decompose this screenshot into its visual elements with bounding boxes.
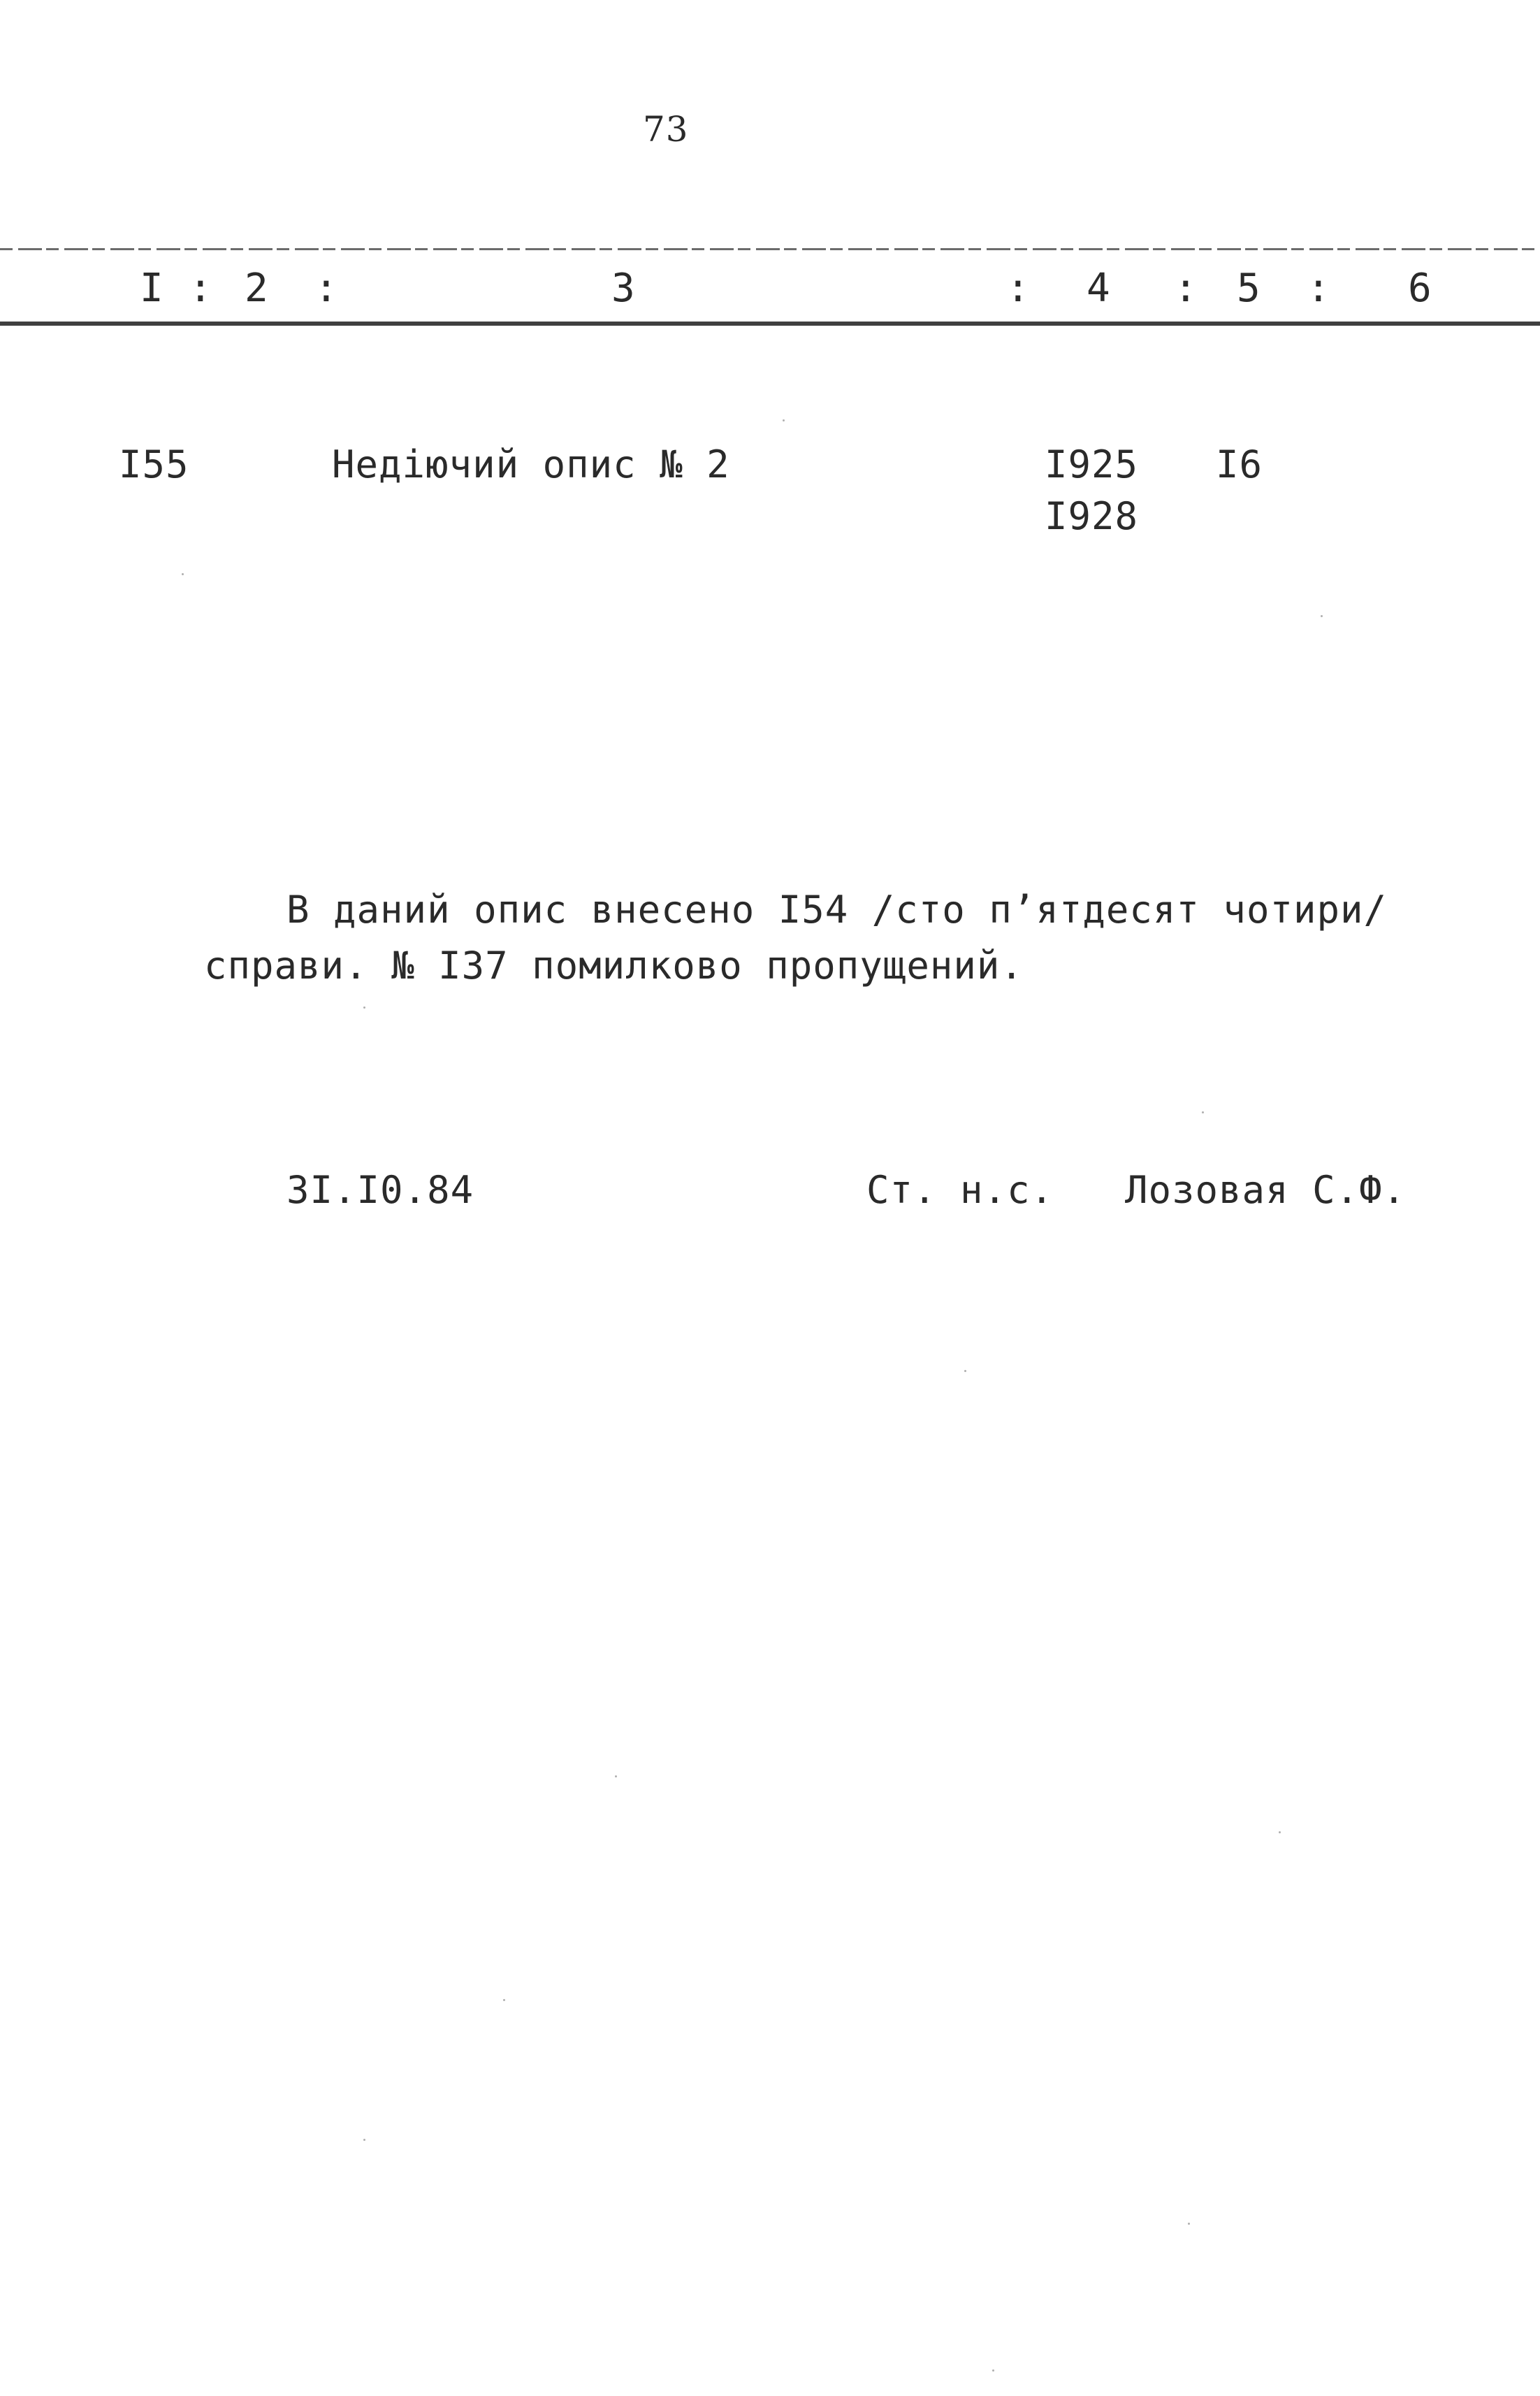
paper-speck [363, 1006, 365, 1009]
row-sheet-count: I6 [1216, 442, 1263, 486]
paper-speck [1188, 2223, 1190, 2225]
table-header-bottom-rule [0, 322, 1540, 326]
note-line-1: В даний опис внесено I54 /сто п’ятдесят чотири/ [286, 888, 1388, 932]
column-header-4: 4 [1087, 266, 1111, 311]
paper-speck [1321, 615, 1323, 617]
column-separator: : [314, 266, 339, 311]
paper-speck [503, 1999, 505, 2001]
paper-speck [363, 2139, 365, 2141]
paper-speck [964, 1370, 966, 1372]
paper-speck [182, 573, 184, 575]
note-line-2: справи. № I37 помилково пропущений. [204, 944, 1024, 988]
page-number: 73 [643, 109, 689, 150]
paper-speck [783, 419, 785, 421]
row-title: Недіючий опис № 2 [332, 442, 730, 486]
row-number: I55 [119, 442, 189, 486]
column-header-6: 6 [1408, 266, 1432, 311]
column-header-2: 2 [245, 266, 269, 311]
column-header-1: I [140, 266, 164, 311]
signature-name: Лозовая С.Ф. [1125, 1168, 1407, 1212]
signature-position: Ст. н.с. [866, 1168, 1054, 1212]
paper-speck [615, 1775, 617, 1777]
paper-speck [1202, 1111, 1204, 1113]
paper-speck [992, 2369, 994, 2372]
column-header-5: 5 [1237, 266, 1261, 311]
column-separator: : [1174, 266, 1198, 311]
row-date-end: I928 [1045, 494, 1139, 538]
column-separator: : [1006, 266, 1031, 311]
signature-date: 3I.I0.84 [286, 1168, 474, 1212]
column-separator: : [1307, 266, 1331, 311]
column-separator: : [189, 266, 213, 311]
row-date-start: I925 [1045, 442, 1139, 486]
column-header-3: 3 [611, 266, 636, 311]
paper-speck [1279, 1831, 1281, 1833]
table-header-top-rule [0, 248, 1540, 250]
